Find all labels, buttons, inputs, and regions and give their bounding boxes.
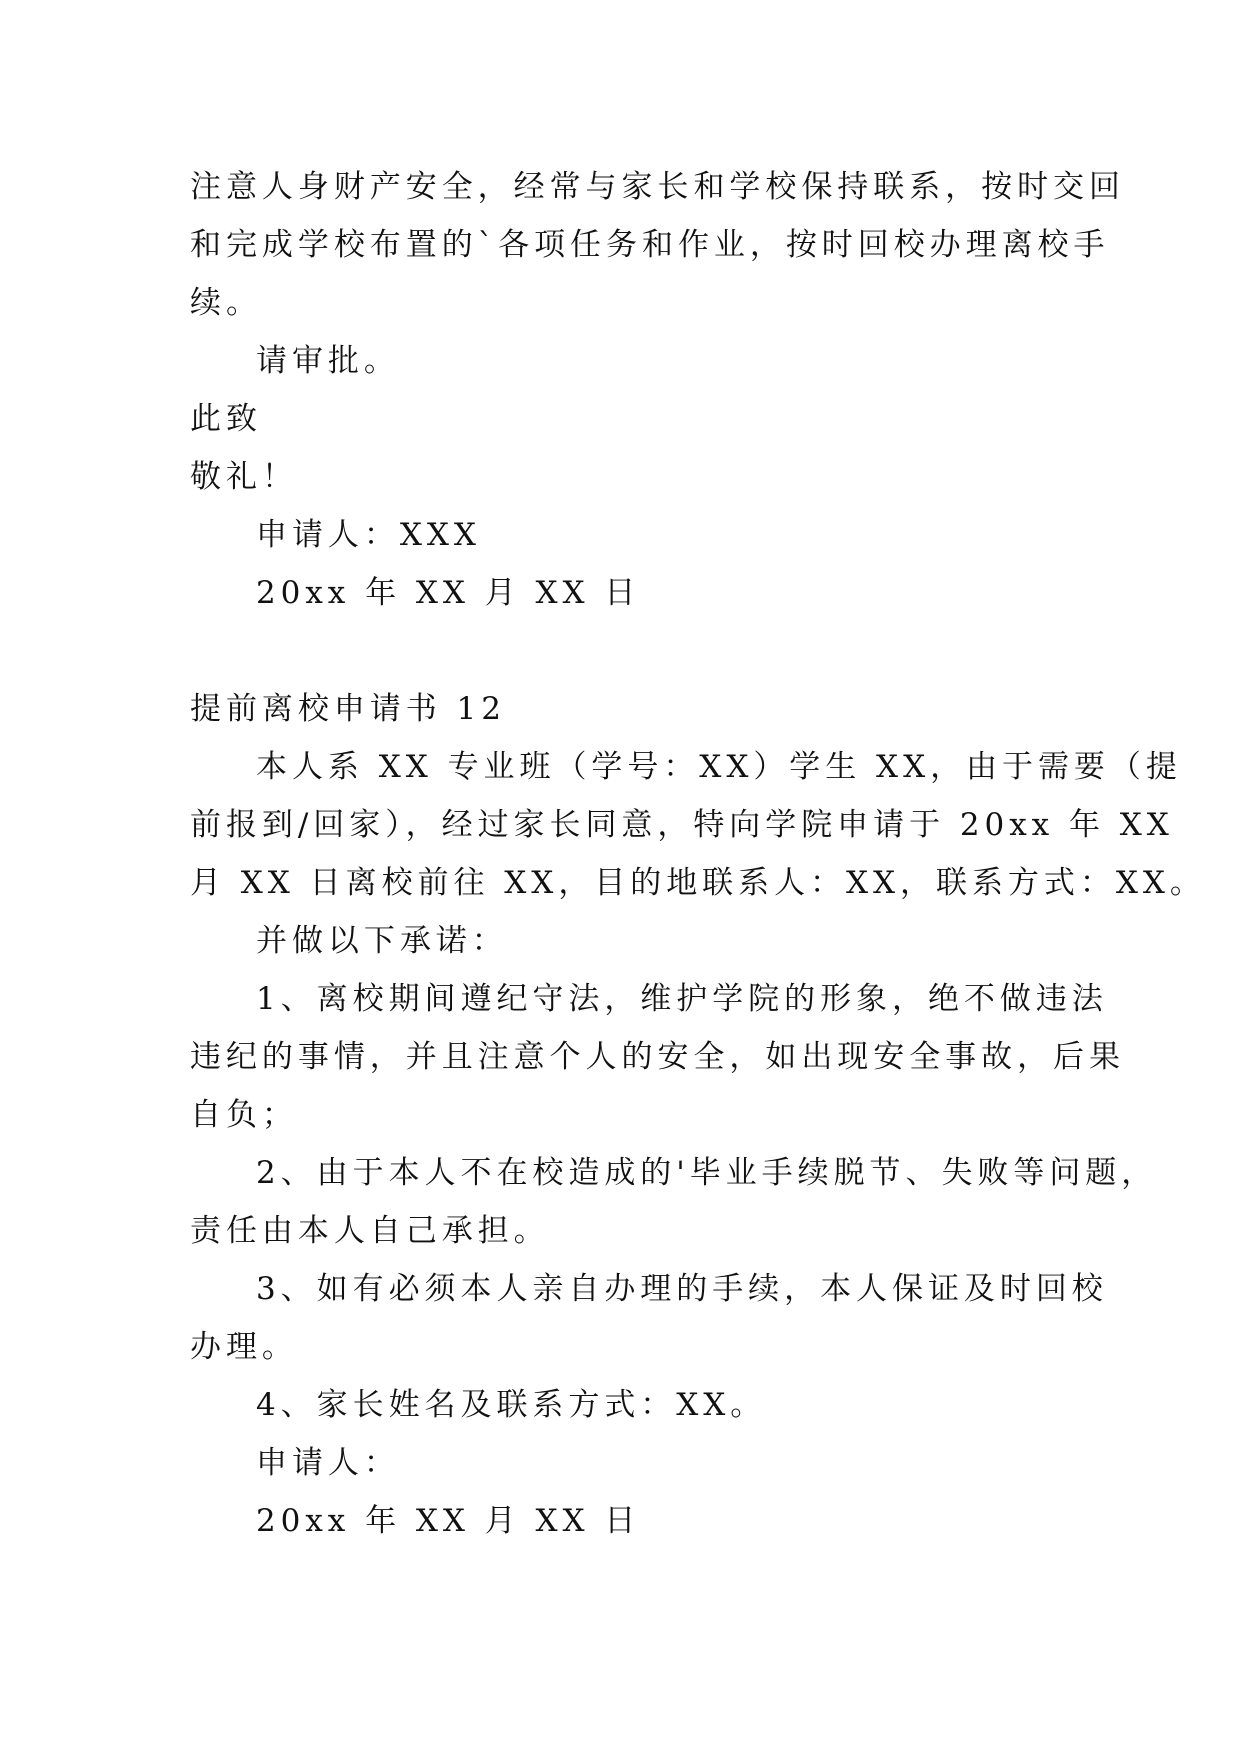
text-line: 月 XX 日离校前往 XX，目的地联系人：XX，联系方式：XX。 bbox=[190, 865, 1206, 901]
text-line: 办理。 bbox=[190, 1329, 298, 1365]
section-title: 提前离校申请书 12 bbox=[190, 691, 506, 727]
text-line: 和完成学校布置的`各项任务和作业，按时回校办理离校手 bbox=[190, 227, 1110, 263]
text-line: 续。 bbox=[190, 285, 262, 321]
section-spacer bbox=[190, 622, 1060, 680]
approval-request: 请审批。 bbox=[256, 343, 400, 379]
text-line: 前报到/回家），经过家长同意，特向学院申请于 20xx 年 XX bbox=[190, 807, 1174, 843]
text-line: 注意人身财产安全，经常与家长和学校保持联系，按时交回 bbox=[190, 169, 1125, 205]
salutation-line-1: 此致 bbox=[190, 401, 262, 437]
document-body bbox=[190, 158, 1206, 1550]
promise-item-2: 2、由于本人不在校造成的'毕业手续脱节、失败等问题， bbox=[256, 1155, 1158, 1191]
text-line: 违纪的事情，并且注意个人的安全，如出现安全事故，后果 bbox=[190, 1039, 1125, 1075]
salutation-line-2: 敬礼！ bbox=[190, 459, 298, 495]
text-line: 本人系 XX 专业班（学号：XX）学生 XX，由于需要（提 bbox=[256, 749, 1182, 785]
text-line: 自负； bbox=[190, 1097, 298, 1133]
promise-item-4: 4、家长姓名及联系方式：XX。 bbox=[256, 1387, 767, 1423]
promise-intro: 并做以下承诺： bbox=[256, 923, 508, 959]
application-date: 20xx 年 XX 月 XX 日 bbox=[256, 1503, 641, 1539]
promise-item-1: 1、离校期间遵纪守法，维护学院的形象，绝不做违法 bbox=[256, 981, 1108, 1017]
application-date: 20xx 年 XX 月 XX 日 bbox=[256, 575, 641, 611]
applicant-signature: 申请人： bbox=[256, 1445, 400, 1481]
promise-item-3: 3、如有必须本人亲自办理的手续，本人保证及时回校 bbox=[256, 1271, 1108, 1307]
text-line: 责任由本人自己承担。 bbox=[190, 1213, 550, 1249]
applicant-signature: 申请人：XXX bbox=[256, 517, 481, 553]
